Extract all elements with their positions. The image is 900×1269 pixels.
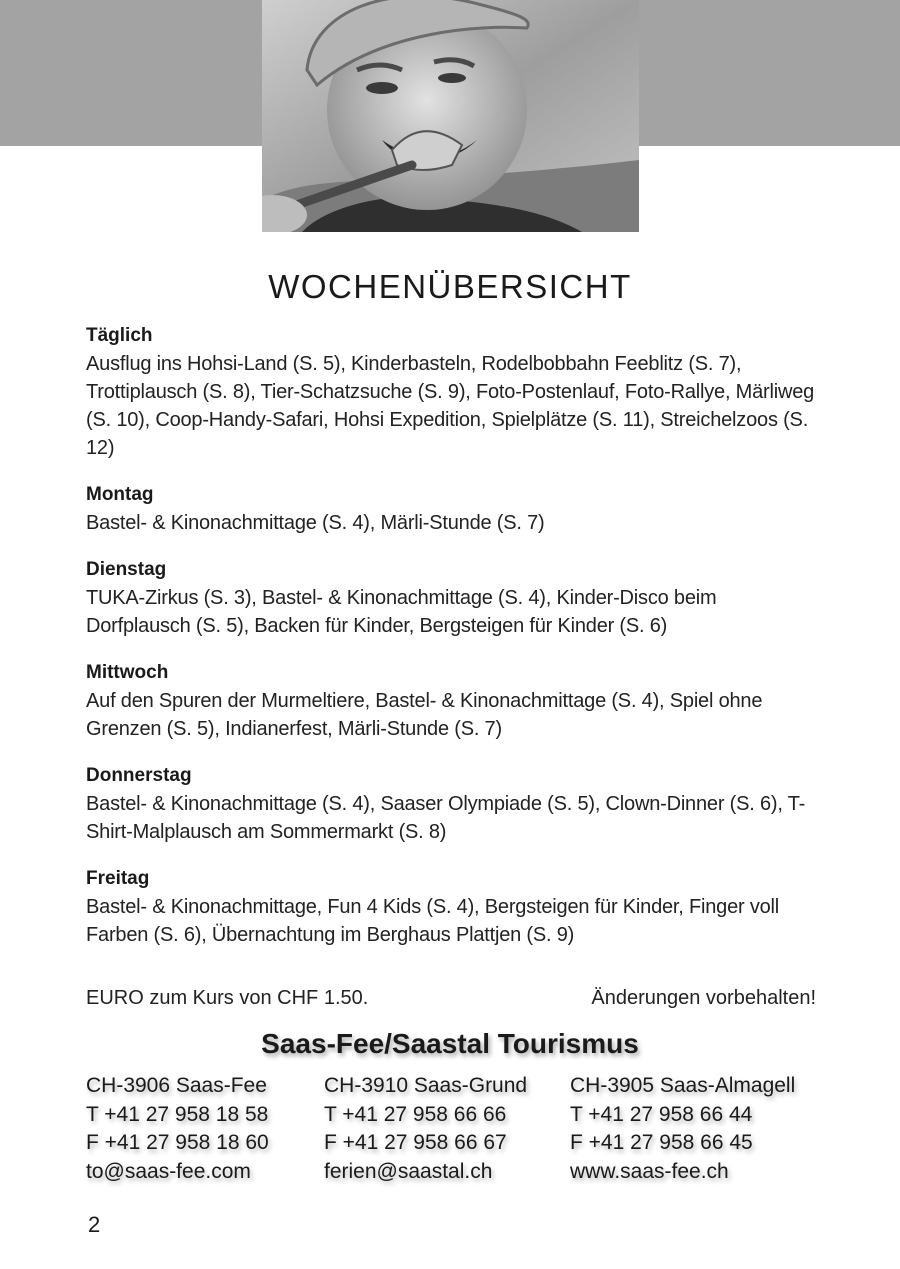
section-friday — [86, 865, 816, 949]
contact-address: CH-3905 Saas-Almagell — [570, 1074, 796, 1097]
contact-fax: F +41 27 958 66 45 — [570, 1131, 753, 1154]
currency-note: EURO zum Kurs von CHF 1.50. — [86, 987, 369, 1009]
section-text: Bastel- & Kinonachmittage (S. 4), Saaser Olympiade (S. 5), Clown-Dinner (S. 6), T-Shirt-Malplausch am Sommermarkt (S. 8) — [86, 793, 806, 843]
contact-address: CH-3910 Saas-Grund — [324, 1074, 528, 1097]
contact-fax: F +41 27 958 66 67 — [324, 1131, 507, 1154]
section-title: Donnerstag — [86, 765, 192, 786]
contact-fax: F +41 27 958 18 60 — [86, 1131, 269, 1154]
section-tuesday — [86, 556, 816, 640]
contact-email[interactable]: to@saas-fee.com — [86, 1159, 251, 1183]
section-text: Bastel- & Kinonachmittage, Fun 4 Kids (S. 4), Bergsteigen für Kinder, Finger voll Farben (S. 6), Übernachtung im Berghaus Plattjen (S. 9) — [86, 896, 780, 946]
section-title: Freitag — [86, 868, 150, 889]
contact-column-saas-almagell — [570, 1072, 795, 1186]
section-text: Ausflug ins Hohsi-Land (S. 5), Kinderbasteln, Rodelbobbahn Feeblitz (S. 7), Trottiplausch (S. 8), Tier-Schatzsuche (S. 9), Foto-Postenlauf, Foto-Rallye, Märliweg (S. 10), Coop-Handy-Safari, Hohsi Expedition, Spielplätze (S. 11), Streichelzoos (S. 12) — [86, 353, 815, 459]
section-title: Montag — [86, 484, 154, 505]
contact-phone: T +41 27 958 18 58 — [86, 1102, 269, 1126]
child-eating-photo — [262, 0, 639, 232]
changes-note: Änderungen vorbehalten! — [591, 987, 816, 1009]
contact-address: CH-3906 Saas-Fee — [86, 1074, 267, 1097]
section-daily — [86, 322, 816, 462]
section-text: Bastel- & Kinonachmittage (S. 4), Märli-Stunde (S. 7) — [86, 512, 545, 534]
section-title: Dienstag — [86, 559, 167, 580]
footer-notes — [86, 983, 816, 1013]
section-title: Täglich — [86, 325, 153, 346]
page-title: WOCHENÜBERSICHT — [268, 268, 632, 305]
section-text: TUKA-Zirkus (S. 3), Bastel- & Kinonachmittage (S. 4), Kinder-Disco beim Dorfplausch (S. 5), Backen für Kinder, Bergsteigen für Kinder (S. 6) — [86, 587, 717, 637]
section-thursday — [86, 762, 816, 846]
contact-column-saas-fee — [86, 1072, 269, 1186]
contact-column-saas-grund — [324, 1072, 527, 1186]
contact-phone: T +41 27 958 66 66 — [324, 1102, 507, 1126]
page-number: 2 — [88, 1212, 101, 1237]
section-wednesday — [86, 659, 816, 743]
contact-email[interactable]: ferien@saastal.ch — [324, 1159, 493, 1183]
section-text: Auf den Spuren der Murmeltiere, Bastel- & Kinonachmittage (S. 4), Spiel ohne Grenzen (S. 5), Indianerfest, Märli-Stunde (S. 7) — [86, 690, 763, 740]
section-title: Mittwoch — [86, 662, 169, 683]
weekly-overview — [86, 322, 816, 968]
organization-name: Saas-Fee/Saastal Tourismus — [261, 1028, 639, 1059]
contact-phone: T +41 27 958 66 44 — [570, 1102, 753, 1126]
contact-website[interactable]: www.saas-fee.ch — [570, 1159, 729, 1183]
section-monday — [86, 481, 816, 537]
